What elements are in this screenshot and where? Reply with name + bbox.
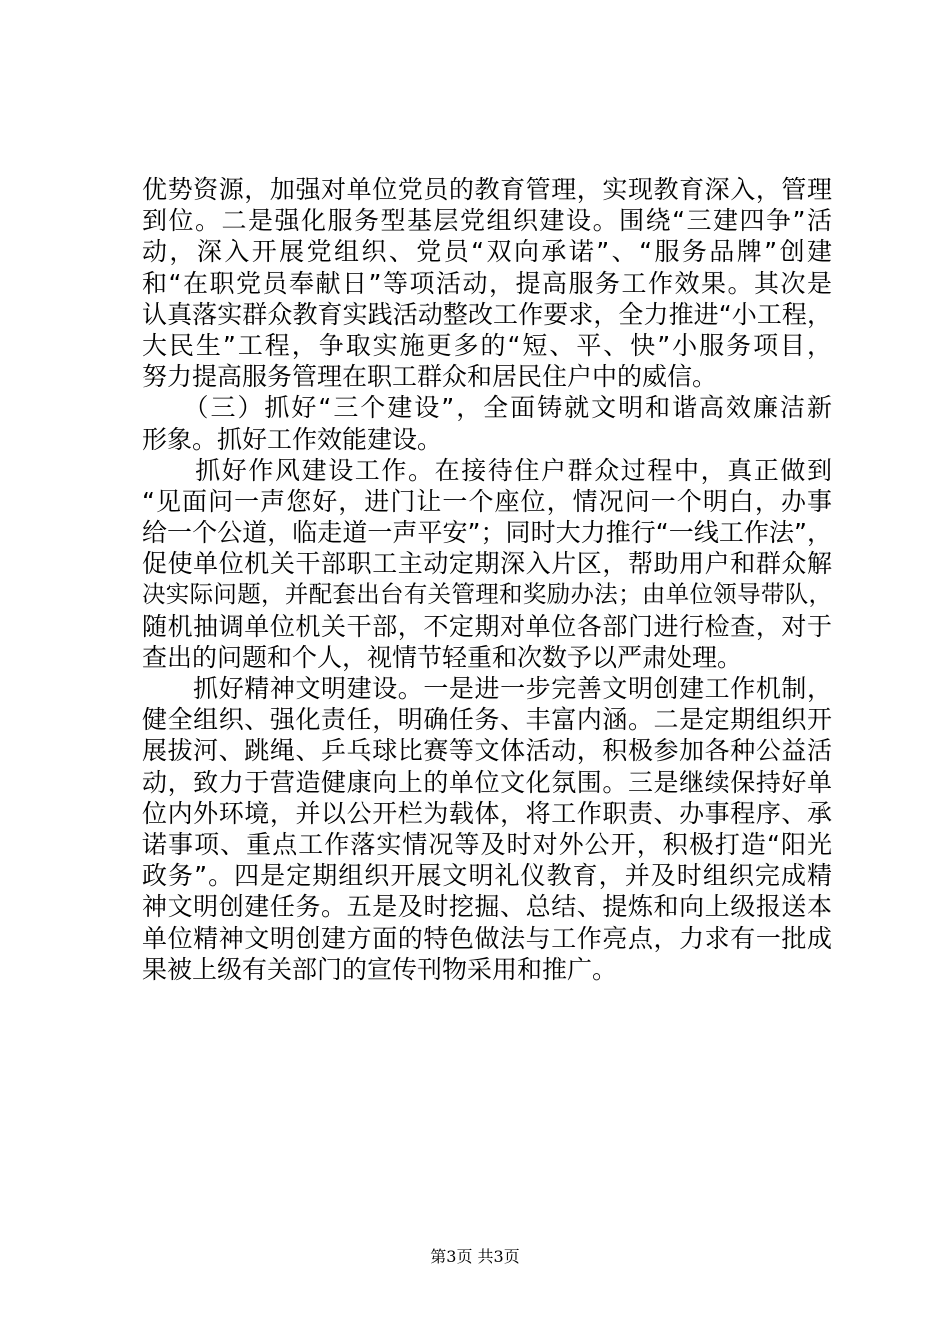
- text-line: 抓好作风建设工作。在接待住户群众过程中，真正做到: [142, 455, 832, 485]
- text-line: 动，深入开展党组织、党员“双向承诺”、“服务品牌”创建: [142, 237, 832, 267]
- text-line: 诺事项、重点工作落实情况等及时对外公开，积极打造“阳光: [142, 829, 832, 859]
- text-line: 神文明创建任务。五是及时挖掘、总结、提炼和向上级报送本: [142, 892, 832, 922]
- section-heading-line: 形象。抓好工作效能建设。: [142, 424, 443, 454]
- text-line: 抓好精神文明建设。一是进一步完善文明创建工作机制，: [142, 674, 832, 703]
- text-line: 大民生”工程，争取实施更多的“短、平、快”小服务项目，: [142, 330, 832, 360]
- text-line: 健全组织、强化责任，明确任务、丰富内涵。二是定期组织开: [142, 705, 832, 735]
- text-line: 和“在职党员奉献日”等项活动，提高服务工作效果。其次是: [142, 268, 832, 298]
- text-line: 查出的问题和个人，视情节轻重和次数予以严肃处理。: [142, 642, 743, 672]
- text-line: 单位精神文明创建方面的特色做法与工作亮点，力求有一批成: [142, 923, 832, 953]
- text-line: 到位。二是强化服务型基层党组织建设。围绕“三建四争”活: [142, 206, 832, 236]
- text-line: 给一个公道，临走道一声平安”；同时大力推行“一线工作法”，: [142, 518, 832, 548]
- text-line: 努力提高服务管理在职工群众和居民住户中的威信。: [142, 362, 718, 392]
- text-line: 展拔河、跳绳、乒乓球比赛等文体活动，积极参加各种公益活: [142, 736, 832, 766]
- text-line: 促使单位机关干部职工主动定期深入片区，帮助用户和群众解: [142, 549, 832, 579]
- body-text: [142, 174, 832, 985]
- page-number-footer: 第3页 共3页: [430, 1247, 520, 1266]
- text-line: 认真落实群众教育实践活动整改工作要求，全力推进“小工程，: [142, 299, 832, 329]
- text-line: 政务”。四是定期组织开展文明礼仪教育，并及时组织完成精: [142, 861, 832, 891]
- text-line: 优势资源，加强对单位党员的教育管理，实现教育深入，管理: [142, 175, 832, 204]
- text-line: 动，致力于营造健康向上的单位文化氛围。三是继续保持好单: [142, 767, 832, 797]
- text-line: 随机抽调单位机关干部，不定期对单位各部门进行检查，对于: [142, 611, 832, 641]
- text-line: 果被上级有关部门的宣传刊物采用和推广。: [142, 954, 618, 984]
- text-line: “见面问一声您好，进门让一个座位，情况问一个明白，办事: [142, 486, 832, 516]
- section-heading-line: （三）抓好“三个建设”，全面铸就文明和谐高效廉洁新: [142, 393, 832, 423]
- text-line: 决实际问题，并配套出台有关管理和奖励办法；由单位领导带队，: [142, 580, 832, 609]
- text-line: 位内外环境，并以公开栏为载体，将工作职责、办事程序、承: [142, 798, 832, 828]
